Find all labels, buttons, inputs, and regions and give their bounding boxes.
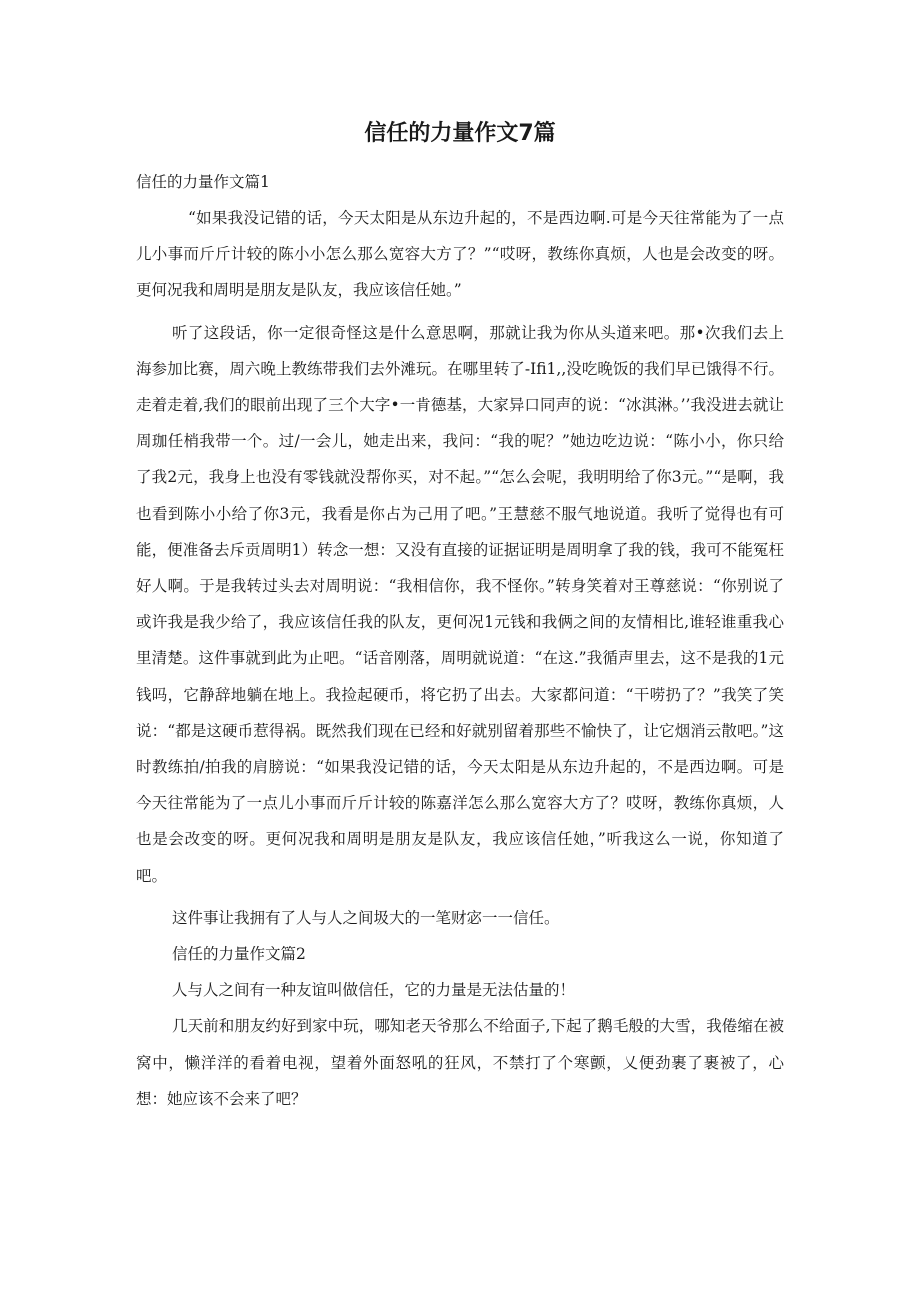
section-2 xyxy=(136,936,784,1117)
paragraph: 听了这段话，你一定很奇怪这是什么意思啊，那就让我为你从头道来吧。那•次我们去上海参加比赛，周六晚上教练带我们去外滩玩。在哪里转了-Ifi1,,没吃晚饭的我们早已饿得不行。走着走着,我们的眼前出现了三个大字•一肯德基，大家异口同声的说：“冰淇淋。’’我没进去就让周珈任梢我带一个。过/一会儿，她走出来，我问：“我的呢？”她边吃边说：“陈小小，你只给了我2元，我身上也没有零钱就没帮你买，对不起。”“怎么会呢，我明明给了你3元。”“是啊，我也看到陈小小给了你3元，我看是你占为己用了吧。”王慧慈不服气地说道。我听了觉得也有可能，便准备去斥贡周明1）转念一想：又没有直接的证据证明是周明拿了我的钱，我可不能冤枉好人啊。于是我转过头去对周明说：“我相信你，我不怪你。”转身笑着对王尊慈说：“你别说了或许我是我少给了，我应该信任我的队友，更何况1元钱和我俩之间的友情相比,谁轻谁重我心里清楚。这件事就到此为止吧。“话音刚落，周明就说道：“在这.”我循声里去，这不是我的1元钱吗，它静辞地躺在地上。我捡起硬币，将它扔了出去。大家都问道：“干唠扔了？”我笑了笑说：“都是这硬币惹得祸。既然我们现在已经和好就别留着那些不愉快了，让它烟消云散吧。”这时教练拍/拍我的肩膀说：“如果我没记错的话，今天太阳是从东边升起的，不是西边啊。可是今天往常能为了一点儿小事而斤斤计较的陈嘉洋怎么那么宽容大方了？哎呀，教练你真烦，人也是会改变的呀。更何况我和周明是朋友是队友，我应该信任她，”听我这么一说，你知道了吧。 xyxy=(136,323,784,885)
paragraph: 几天前和朋友约好到家中玩，哪知老天爷那么不给面子,下起了鹅毛般的大雪，我倦缩在被窝中，懒洋洋的看着电视，望着外面怒吼的狂风，不禁打了个寒颤，乂便劲裹了裹被了，心想：她应该不会来了吧？ xyxy=(136,1017,784,1108)
section-heading: 信任的力量作文篇1 xyxy=(136,173,270,191)
section-heading: 信任的力量作文篇2 xyxy=(172,945,306,964)
paragraph: 人与人之间有一种友谊叫做信任，它的力量是无法估量的！ xyxy=(172,981,576,1000)
paragraph: 这件事让我拥有了人与人之间圾大的一笔财宓一一信任。 xyxy=(172,908,560,927)
section-1 xyxy=(136,168,784,936)
document-title: 信任的力量作文7篇 xyxy=(364,121,556,146)
paragraph: “如果我没记错的话，今天太阳是从东边升起的，不是西边啊.可是今天往常能为了一点儿小事而斤斤计较的陈小小怎么那么宽容大方了？”“哎呀，教练你真烦，人也是会改变的呀。更何况我和周明是朋友是队友，我应该信任她。” xyxy=(136,209,784,300)
